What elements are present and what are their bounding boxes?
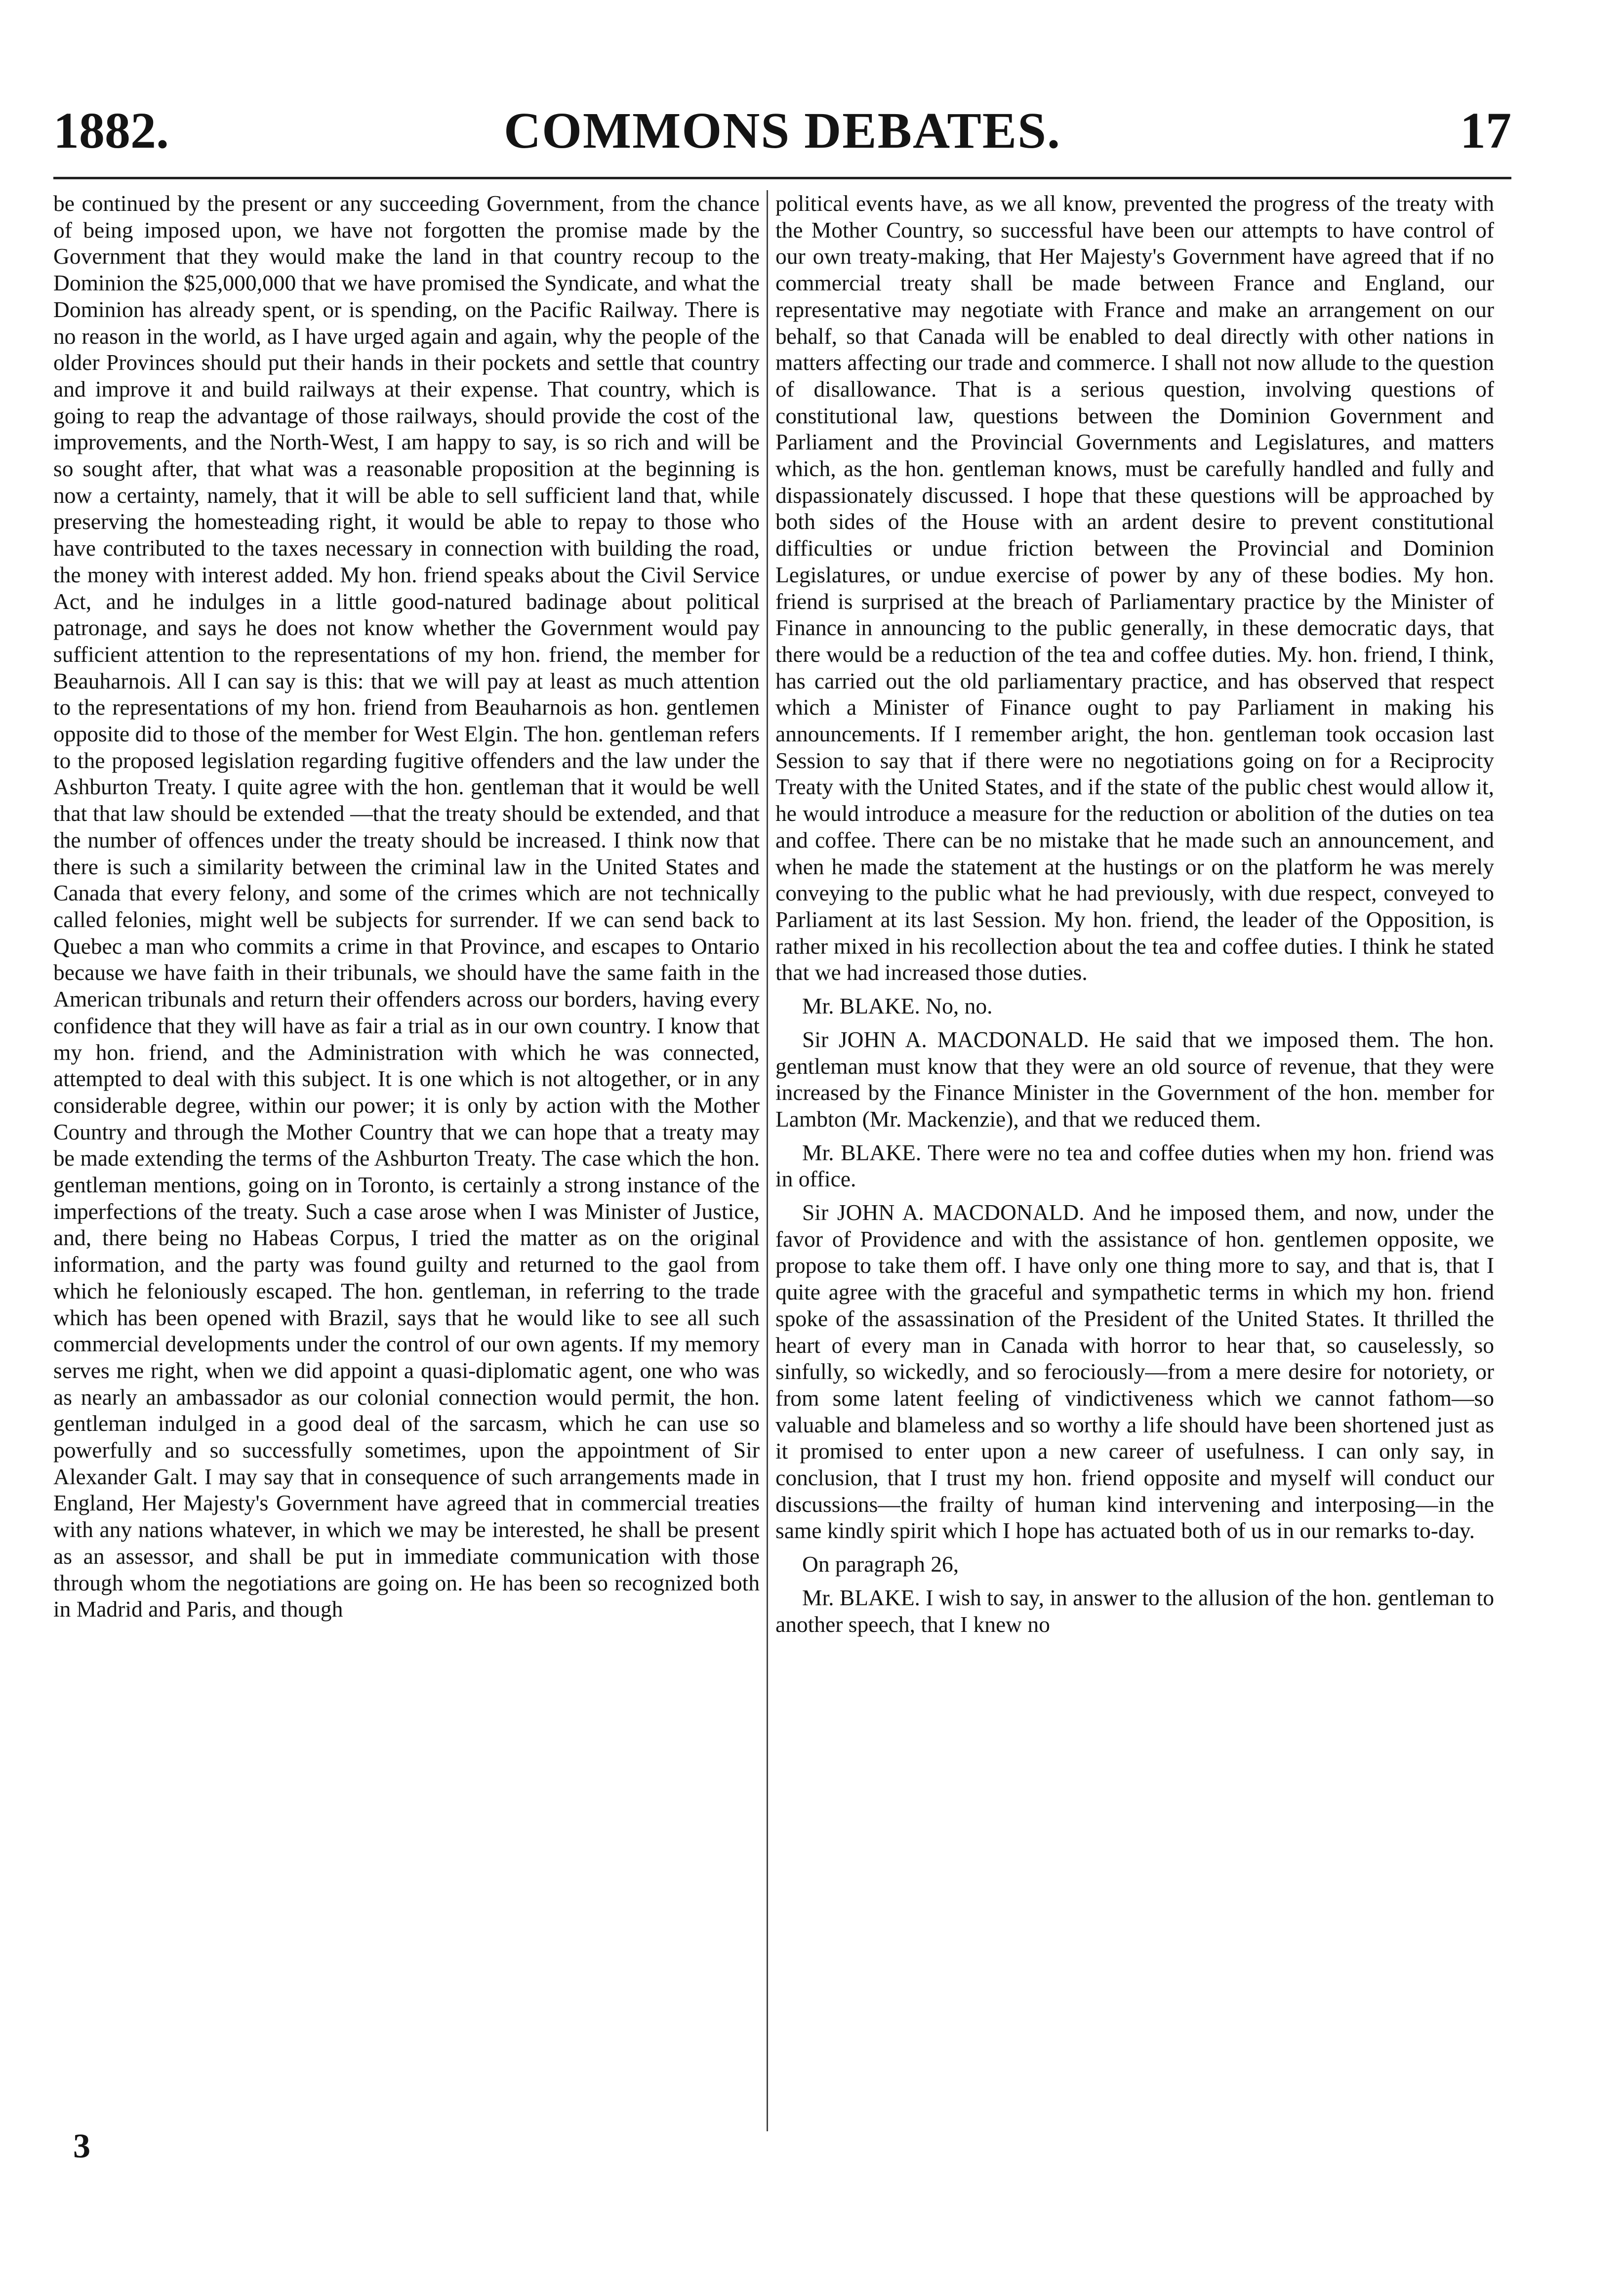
- right-paragraph: On paragraph 26,: [802, 1551, 959, 1577]
- signature-mark: 3: [73, 2127, 90, 2165]
- page-header: [53, 94, 1511, 168]
- header-title: COMMONS DEBATES.: [504, 102, 1061, 159]
- left-paragraph: be continued by the present or any succeeding Government, from the chance of being imposed upon, we have not forgotten the promise made by the Government that they would make the land in that country recoup to the Dominion the $25,000,000 that we have promised the Syndicate, and what the Dominion has already spent, or is spending, on the Pacific Railway. There is no reason in the world, as I have urged again and again, why the people of the older Provinces should put their hands in their pockets and settle that country and improve it and build railways at their expense. That country, which is going to reap the advantage of those railways, should provide the cost of the improvements, and the North-West, I am happy to say, is so rich and will be so sought after, that what was a reasonable proposition at the beginning is now a certainty, namely, that it will be able to sell sufficient land that, while preserving the homesteading right, it would be able to repay to those who have contributed to the taxes necessary in connection with building the road, the money with interest added. My hon. friend speaks about the Civil Service Act, and he indulges in a little good-natured badinage about political patronage, and says he does not know whether the Government would pay sufficient attention to the representations of my hon. friend, the member for Beauharnois. All I can say is this: that we will pay at least as much attention to the representations of my hon. friend from Beauharnois as hon. gentlemen opposite did to those of the member for West Elgin. The hon. gentleman refers to the proposed legislation regarding fugitive offenders and the law under the Ashburton Treaty. I quite agree with the hon. gentleman that it would be well that that law should be extended —that the treaty should be extended, and that the number of offences under the treaty should be increased. I think now that there is such a similarity between the criminal law in the United States and Canada that every felony, and some of the crimes which are not technically called felonies, might well be subjects for surrender. If we can send back to Quebec a man who commits a crime in that Province, and escapes to Ontario because we have faith in their tribunals, we should have the same faith in the American tribunals and return their offenders across our borders, having every confidence that they will have as fair a trial as in our own country. I know that my hon. friend, and the Administration with which he was connected, attempted to deal with this subject. It is one which is not altogether, or in any considerable degree, within our power; it is only by action with the Mother Country and through the Mother Country that we can hope that a treaty may be made extending the terms of the Ashburton Treaty. The case which the hon. gentleman mentions, going on in Toronto, is certainly a strong instance of the imperfections of the treaty. Such a case arose when I was Minister of Justice, and, there being no Habeas Corpus, I tried the matter as on the original information, and the party was found guilty and returned to the gaol from which he feloniously escaped. The hon. gentleman, in referring to the trade which has been opened with Brazil, says that he would like to see all such commercial developments under the control of our own agents. If my memory serves me right, when we did appoint a quasi-diplomatic agent, one who was as nearly an ambassador as our colonial connection would permit, the hon. gentleman indulged in a good deal of the sarcasm, which he can use so powerfully and so successfully sometimes, upon the appointment of Sir Alexander Galt. I may say that in consequence of such arrangements made in England, Her Majesty's Government have agreed that in commercial treaties with any nations whatever, in which we may be interested, he shall be present as an assessor, and shall be put in immediate communication with those through whom the negotiations are going on. He has been so recognized both in Madrid and Paris, and though: [53, 191, 760, 1622]
- column-divider: [767, 190, 768, 2131]
- right-paragraph: Sir JOHN A. MACDONALD. He said that we imposed them. The hon. gentleman must know that they were an old source of revenue, that they were increased by the Finance Minister in the Government of the hon. member for Lambton (Mr. Mackenzie), and that we reduced them.: [775, 1026, 1494, 1132]
- right-paragraph: Mr. BLAKE. There were no tea and coffee duties when my hon. friend was in office.: [775, 1139, 1494, 1192]
- right-paragraph: Sir JOHN A. MACDONALD. And he imposed them, and now, under the favor of Providence and with the assistance of hon. gentlemen opposite, we propose to take them off. I have only one thing more to say, and that is, that I quite agree with the graceful and sympathetic terms in which my hon. friend spoke of the assassination of the President of the United States. It thrilled the heart of every man in Canada with horror to hear that, so causelessly, so sinfully, so wickedly, and so ferociously—from a mere desire for notoriety, or from some latent feeling of vindictiveness which we cannot fathom—so valuable and blameless and so worthy a life should have been shortened just as it promised to enter upon a new career of usefulness. I can only say, in conclusion, that I trust my hon. friend opposite and myself will conduct our discussions—the frailty of human kind intervening and interposing—in the same kindly spirit which I hope has actuated both of us in our remarks to-day.: [775, 1200, 1494, 1544]
- right-paragraph: political events have, as we all know, prevented the progress of the treaty with the Mother Country, so successful have been our attempts to have control of our own treaty-making, that Her Majesty's Government have agreed that if no commercial treaty shall be made between France and England, our representative may negotiate with France and make an arrangement on our behalf, so that Canada will be enabled to deal directly with other nations in matters affecting our trade and commerce. I shall not now allude to the question of disallowance. That is a serious question, involving questions of constitutional law, questions between the Dominion Government and Parliament and the Provincial Governments and Legislatures, and matters which, as the hon. gentleman knows, must be carefully handled and fully and dispassionately discussed. I hope that these questions will be approached by both sides of the House with an ardent desire to prevent constitutional difficulties or undue friction between the Provincial and Dominion Legislatures, or undue exercise of power by any of these bodies. My hon. friend is surprised at the breach of Parliamentary practice by the Minister of Finance in announcing to the public generally, in these democratic days, that there would be a reduction of the tea and coffee duties. My. hon. friend, I think, has carried out the old parliamentary practice, and has observed that respect which a Minister of Finance ought to pay Parliament in making his announcements. If I remember aright, the hon. gentleman took occasion last Session to say that if there were no negotiations going on for a Reciprocity Treaty with the United States, and if the state of the public chest would allow it, he would introduce a measure for the reduction or abolition of the duties on tea and coffee. There can be no mistake that he made such an announcement, and when he made the statement at the hustings or on the platform he was merely conveying to the public what he had previously, with due respect, conveyed to Parliament at its last Session. My hon. friend, the leader of the Opposition, is rather mixed in his recollection about the tea and coffee duties. I think he stated that we had increased those duties.: [775, 191, 1494, 985]
- left-column: [53, 190, 760, 2166]
- header-year: 1882.: [53, 102, 169, 159]
- header-page-number: 17: [1460, 102, 1511, 159]
- right-paragraph: Mr. BLAKE. I wish to say, in answer to the allusion of the hon. gentleman to another speech, that I knew no: [775, 1585, 1494, 1637]
- right-paragraph: Mr. BLAKE. No, no.: [802, 993, 993, 1019]
- right-column: [775, 190, 1494, 2166]
- header-rule: [53, 177, 1511, 179]
